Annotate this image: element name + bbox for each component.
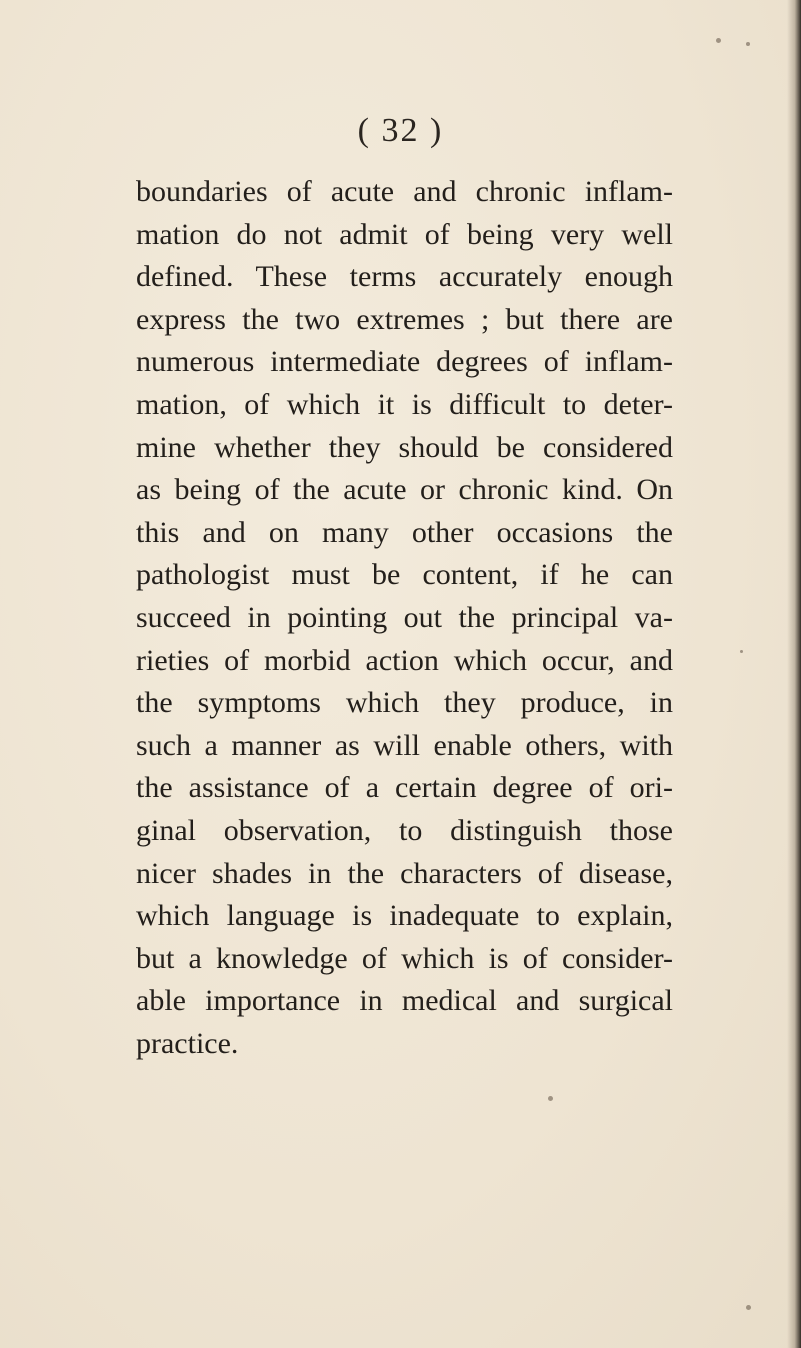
text-line: which language is inadequate to explain, [136, 899, 673, 933]
text-line: such a manner as will enable others, with [136, 728, 673, 762]
text-line: able importance in medical and surgical [136, 984, 673, 1018]
text-line: pathologist must be content, if he can [136, 558, 673, 592]
page-edge-shadow [787, 0, 801, 1348]
text-line: defined. These terms accurately enough [136, 260, 673, 294]
text-line: rieties of morbid action which occur, and [136, 643, 673, 677]
text-line: mine whether they should be considered [136, 430, 673, 464]
paper-speck [746, 42, 750, 46]
paper-speck [740, 650, 743, 653]
text-line: succeed in pointing out the principal va- [136, 600, 673, 634]
body-paragraph [136, 171, 673, 1065]
text-line: express the two extremes ; but there are [136, 302, 673, 336]
text-line: boundaries of acute and chronic inflam- [136, 175, 673, 208]
text-line: numerous intermediate degrees of inflam- [136, 345, 673, 379]
text-line: as being of the acute or chronic kind. On [136, 473, 673, 507]
text-line: ginal observation, to distinguish those [136, 813, 673, 847]
text-line: but a knowledge of which is of consider- [136, 941, 673, 975]
text-line: mation do not admit of being very well [136, 217, 673, 251]
text-line: the assistance of a certain degree of ori- [136, 771, 673, 805]
page-number: ( 32 ) [357, 112, 444, 149]
text-line: nicer shades in the characters of disease, [136, 856, 673, 890]
paper-speck [716, 38, 721, 43]
text-line-last: practice. [136, 1026, 239, 1060]
text-line: mation, of which it is difficult to deter- [136, 387, 673, 421]
text-line: the symptoms which they produce, in [136, 686, 673, 720]
paper-speck [548, 1096, 553, 1101]
paper-speck [746, 1305, 751, 1310]
text-line: this and on many other occasions the [136, 515, 673, 549]
